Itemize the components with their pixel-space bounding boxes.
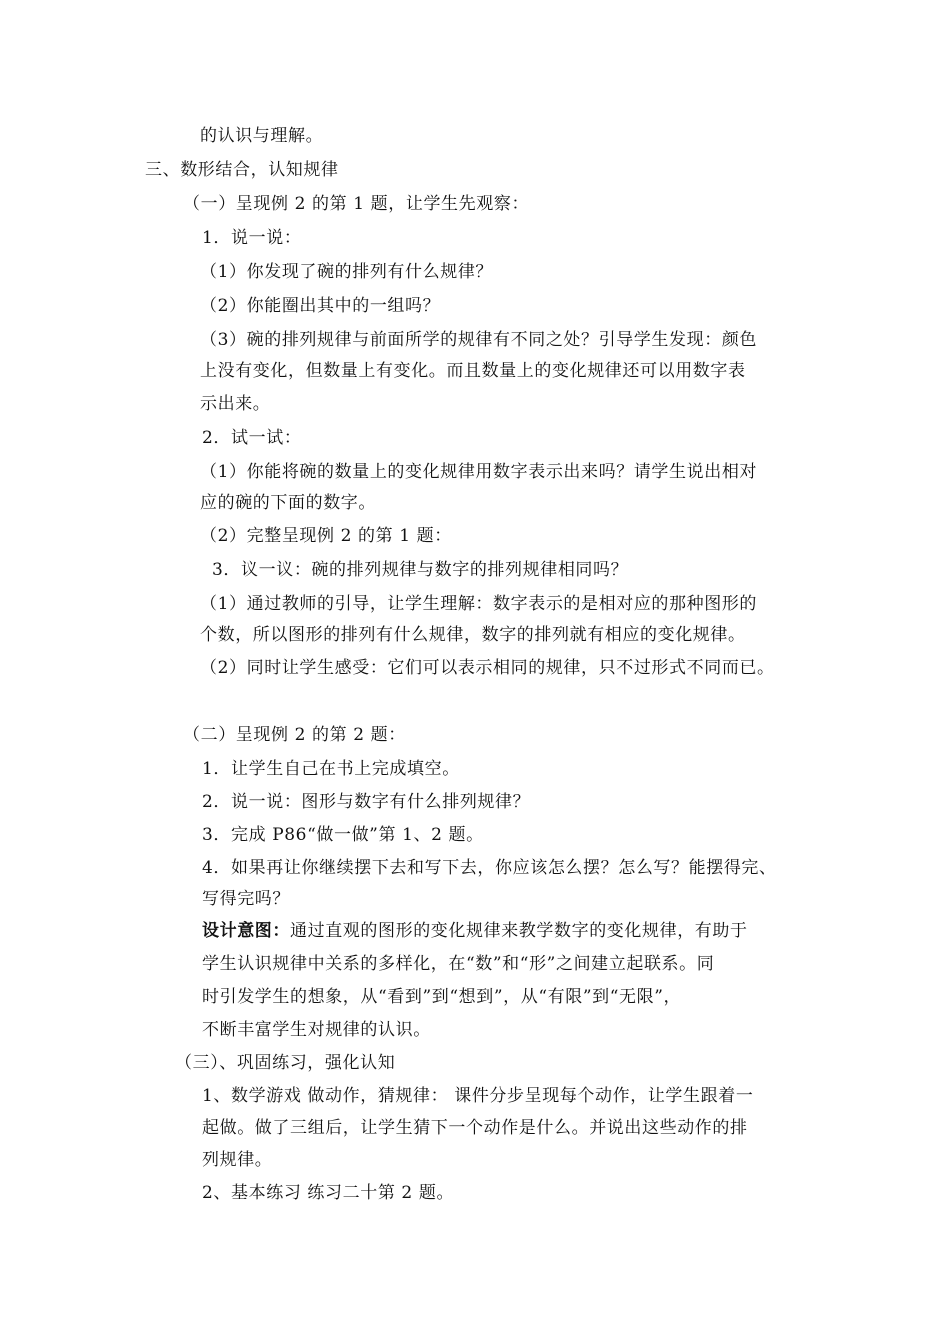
- text-line: 起做。做了三组后，让学生猜下一个动作是什么。并说出这些动作的排: [202, 1118, 748, 1138]
- design-intent-label: 设计意图：: [202, 921, 290, 941]
- text-line: 2．试一试：: [202, 428, 302, 448]
- text-line: 列规律。: [202, 1150, 273, 1170]
- text-line: 1、数学游戏 做动作，猜规律： 课件分步呈现每个动作，让学生跟着一: [202, 1086, 754, 1106]
- text-line: 应的碗的下面的数字。: [200, 493, 376, 513]
- text-line: 1．让学生自己在书上完成填空。: [202, 759, 460, 779]
- design-intent-line: [202, 920, 748, 942]
- text-line: 3．完成 P86“做一做”第 1、2 题。: [202, 825, 484, 845]
- text-line: 写得完吗？: [202, 889, 290, 909]
- text-line: （1）你发现了碗的排列有什么规律？: [200, 262, 494, 282]
- design-intent-text: 通过直观的图形的变化规律来教学数字的变化规律，有助于: [290, 921, 748, 941]
- text-line: （2）完整呈现例 2 的第 1 题：: [200, 526, 452, 546]
- text-line: 上没有变化，但数量上有变化。而且数量上的变化规律还可以用数字表: [200, 361, 746, 381]
- text-line: 2．说一说：图形与数字有什么排列规律？: [202, 792, 531, 812]
- text-line: （1）你能将碗的数量上的变化规律用数字表示出来吗？请学生说出相对: [200, 462, 758, 482]
- text-line: （1）通过教师的引导，让学生理解：数字表示的是相对应的那种图形的: [200, 594, 758, 614]
- subsection-heading: （三）、巩固练习，强化认知: [175, 1053, 396, 1073]
- text-line: 示出来。: [200, 394, 271, 414]
- text-line: 3．议一议：碗的排列规律与数字的排列规律相同吗？: [212, 560, 629, 580]
- text-line: （2）同时让学生感受：它们可以表示相同的规律，只不过形式不同而已。: [200, 658, 775, 678]
- subsection-heading: （一）呈现例 2 的第 1 题，让学生先观察：: [183, 194, 530, 214]
- subsection-heading: （二）呈现例 2 的第 2 题：: [183, 725, 406, 745]
- text-line: 学生认识规律中关系的多样化，在“数”和“形”之间建立起联系。同: [202, 954, 715, 974]
- text-line: 1．说一说：: [202, 228, 302, 248]
- text-line: 个数，所以图形的排列有什么规律，数字的排列就有相应的变化规律。: [200, 625, 746, 645]
- text-line: 的认识与理解。: [200, 126, 324, 146]
- text-line: 不断丰富学生对规律的认识。: [202, 1020, 431, 1040]
- text-line: 2、基本练习 练习二十第 2 题。: [202, 1183, 455, 1203]
- text-line: （3）碗的排列规律与前面所学的规律有不同之处？引导学生发现：颜色: [200, 330, 758, 350]
- text-line: 时引发学生的想象，从“看到”到“想到”，从“有限”到“无限”，: [202, 987, 682, 1007]
- text-line: （2）你能圈出其中的一组吗？: [200, 296, 441, 316]
- text-line: 4．如果再让你继续摆下去和写下去，你应该怎么摆？怎么写？能摆得完、: [202, 858, 777, 878]
- section-heading: 三、数形结合，认知规律: [145, 160, 339, 180]
